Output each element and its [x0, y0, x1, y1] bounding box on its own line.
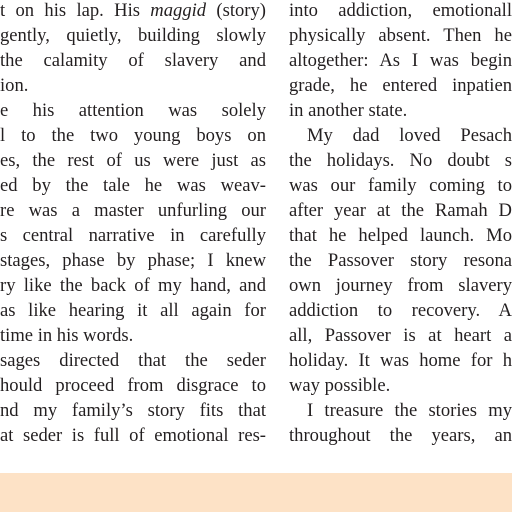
text-line: nd my family’s story fits that: [0, 400, 266, 421]
text-line: all, Passover is at heart a: [289, 325, 512, 346]
text-line: [0, 0, 266, 23]
text-line: at seder is full of emotional res-: [0, 425, 266, 446]
text-line: into addiction, emotionall: [289, 0, 512, 21]
text-fragment: t on his lap. His: [0, 0, 151, 21]
text-line: es, the rest of us were just as: [0, 150, 266, 171]
text-line: stages, phase by phase; I knew: [0, 250, 266, 271]
text-line: after year at the Ramah D: [289, 200, 512, 221]
italic-term: maggid: [150, 0, 207, 21]
text-line: own journey from slavery: [289, 275, 512, 296]
text-line: ry like the back of my hand, and: [0, 275, 266, 296]
text-line: hould proceed from disgrace to: [0, 375, 266, 396]
text-line: that he helped launch. Mo: [289, 225, 512, 246]
text-line: grade, he entered inpatien: [289, 75, 512, 96]
text-line: addiction to recovery. A: [289, 300, 512, 321]
text-line: s central narrative in carefully: [0, 225, 266, 246]
text-fragment: (story): [206, 0, 266, 21]
text-line: l to the two young boys on: [0, 125, 266, 146]
text-line: sages directed that the seder: [0, 350, 266, 371]
text-line: in another state.: [289, 100, 408, 121]
text-line: as like hearing it all again for: [0, 300, 266, 321]
text-line: time in his words.: [0, 325, 134, 346]
text-line: the Passover story resona: [289, 250, 512, 271]
text-line: gently, quietly, building slowly: [0, 25, 266, 46]
text-line: I treasure the stories my: [307, 400, 512, 421]
text-line: altogether: As I was begin: [289, 50, 512, 71]
text-line: My dad loved Pesach: [307, 125, 512, 146]
right-text-column: [289, 0, 512, 448]
text-line: was our family coming to: [289, 175, 512, 196]
text-line: way possible.: [289, 375, 391, 396]
text-line: e his attention was solely: [0, 100, 266, 121]
text-line: the holidays. No doubt s: [289, 150, 512, 171]
text-line: re was a master unfurling our: [0, 200, 266, 221]
text-line: throughout the years, an: [289, 425, 512, 446]
footer-color-band: [0, 473, 512, 512]
text-line: physically absent. Then he: [289, 25, 512, 46]
left-text-column: [0, 0, 266, 448]
text-line: holiday. It was home for h: [289, 350, 512, 371]
text-line: the calamity of slavery and: [0, 50, 266, 71]
text-line: ed by the tale he was weav-: [0, 175, 266, 196]
text-line: ion.: [0, 75, 29, 96]
